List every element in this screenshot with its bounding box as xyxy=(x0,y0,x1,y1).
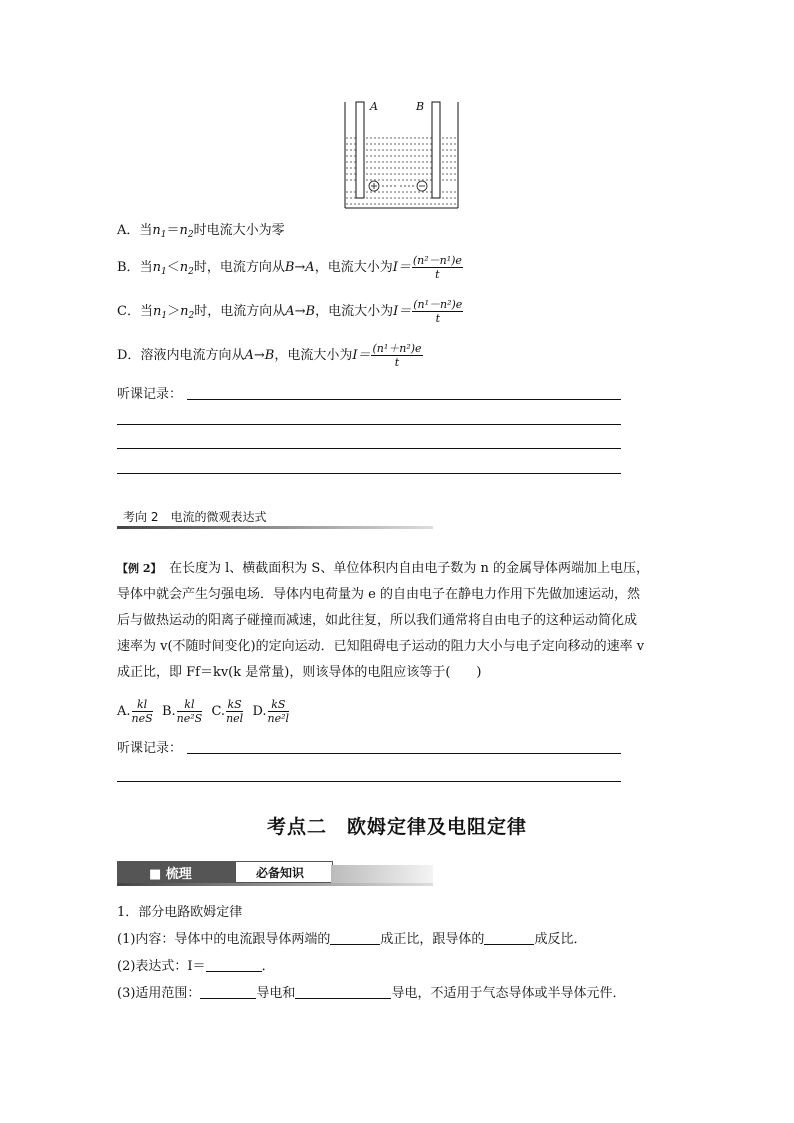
choice-numerator: kl xyxy=(177,698,203,712)
n2-symbol: $n_2$ xyxy=(179,223,194,240)
notes-line[interactable] xyxy=(117,448,621,449)
electrolysis-figure xyxy=(340,100,465,212)
notes-label-1: 听课记录： xyxy=(117,387,183,402)
electrode-b-label: B xyxy=(416,100,425,113)
choice-denominator: ne²l xyxy=(267,712,290,725)
option-b-direction-text: 时，电流方向从 xyxy=(193,260,285,275)
knowledge-item-1-1 xyxy=(117,930,586,950)
choice-denominator: nel xyxy=(226,712,244,725)
fill-blank[interactable] xyxy=(200,984,256,999)
item-1-1-mid: 成正比，跟导体的 xyxy=(380,932,485,947)
review-bar-right xyxy=(235,861,333,883)
option-b-text-before: 当 xyxy=(139,260,153,275)
knowledge-item-1-3 xyxy=(117,984,625,1004)
review-bar-left xyxy=(117,861,235,883)
choice-letter: D. xyxy=(252,704,267,719)
choice-d[interactable] xyxy=(252,698,290,725)
choice-b[interactable] xyxy=(161,698,203,725)
option-d-fraction xyxy=(371,342,422,369)
section-heading-bar xyxy=(117,506,433,528)
choice-letter: B. xyxy=(161,704,176,719)
option-c-lhs: I＝ xyxy=(393,304,412,319)
item-1-3-pre: (3)适用范围： xyxy=(117,986,201,1001)
example-line-5: 成正比，即 Ff＝kv(k 是常量)，则该导体的电阻应该等于( ) xyxy=(117,665,482,680)
electrolysis-diagram xyxy=(340,100,465,212)
option-a: A．当$n_1=n_2$时电流大小为零 xyxy=(117,223,285,240)
choice-denominator: ne²S xyxy=(176,712,203,725)
item-1-3-mid: 导电和 xyxy=(256,986,296,1001)
option-b-letter: B． xyxy=(117,260,140,275)
option-a-letter: A． xyxy=(117,223,140,238)
option-b-fraction xyxy=(412,254,463,281)
choice-numerator: kS xyxy=(227,698,242,711)
choice-a[interactable] xyxy=(117,698,154,725)
option-b-lhs: I＝ xyxy=(392,260,411,275)
n1-symbol: $n_1$ xyxy=(152,304,168,321)
option-d-from: A xyxy=(244,348,254,363)
n2-symbol: $n_2$ xyxy=(179,260,194,277)
notes-line[interactable] xyxy=(117,781,621,782)
option-c-letter: C． xyxy=(117,304,140,319)
option-c-fraction xyxy=(412,298,463,325)
review-bar-fade xyxy=(331,865,433,885)
example-line-1: 在长度为 l、横截面积为 S、单位体积内自由电子数为 n 的金属导体两端加上电压， xyxy=(169,561,649,576)
option-b-mid-text: ，电流大小为 xyxy=(314,260,393,275)
option-b-to: A xyxy=(305,260,315,275)
review-bar-underline xyxy=(117,883,433,886)
option-d-to: B xyxy=(264,348,275,363)
option-c-denominator: t xyxy=(435,312,440,325)
option-c-direction-text: 时，电流方向从 xyxy=(194,304,286,319)
choice-denominator: neS xyxy=(131,712,153,725)
n1-symbol: $n_1$ xyxy=(152,260,167,277)
choice-letter: C. xyxy=(211,704,226,719)
option-d-denominator: t xyxy=(394,356,400,369)
notes-line[interactable] xyxy=(117,473,621,474)
option-b-relation: ＜ xyxy=(166,260,180,275)
option-b-denominator: t xyxy=(435,268,440,281)
item-1-1-pre: (1)内容：导体中的电流跟导体两端的 xyxy=(117,932,331,947)
option-a-text-after: 时电流大小为零 xyxy=(193,223,285,238)
option-b-from: B xyxy=(284,260,295,275)
review-bar-right-label: 必备知识 xyxy=(256,866,305,880)
fill-blank[interactable] xyxy=(295,984,391,999)
fill-blank[interactable] xyxy=(206,957,262,972)
option-b xyxy=(117,254,464,286)
option-d-numerator: (n¹＋n²)e xyxy=(372,342,422,355)
choice-c[interactable] xyxy=(211,698,244,725)
arrow-icon: → xyxy=(294,260,306,275)
choice-numerator: kl xyxy=(132,698,153,712)
option-c-text-before: 当 xyxy=(139,304,153,319)
example-2 xyxy=(117,556,677,686)
option-d-mid-text: ，电流大小为 xyxy=(274,348,353,363)
n1-symbol: $n_1$ xyxy=(152,223,167,240)
choice-letter: A. xyxy=(117,704,131,719)
notes-line[interactable] xyxy=(187,753,621,754)
example-tag: 【例 2】 xyxy=(117,562,156,575)
option-c-numerator: (n¹－n²)e xyxy=(413,298,463,311)
knowledge-item-1: 1．部分电路欧姆定律 xyxy=(117,905,243,920)
option-c-from: A xyxy=(285,304,295,319)
example-line-2: 导体中就会产生匀强电场．导体内电荷量为 e 的自由电子在静电力作用下先做加速运动，然 xyxy=(117,587,640,602)
arrow-icon: → xyxy=(253,348,265,363)
notes-line[interactable] xyxy=(117,424,621,425)
notes-line[interactable] xyxy=(187,399,621,400)
option-c xyxy=(117,298,464,330)
electrode-a-label: A xyxy=(370,100,378,113)
chapter-title: 考点二 欧姆定律及电阻定律 xyxy=(266,816,527,838)
example-line-4: 速率为 v(不随时间变化)的定向运动．已知阻碍电子运动的阻力大小与电子定向移动的速率 v xyxy=(117,639,645,654)
fill-blank[interactable] xyxy=(330,930,380,945)
option-c-mid-text: ，电流大小为 xyxy=(315,304,394,319)
example-line-3: 后与做热运动的阳离子碰撞而减速，如此往复，所以我们通常将自由电子的这种运动简化成 xyxy=(117,613,638,628)
option-b-numerator: (n²－n¹)e xyxy=(412,254,462,267)
arrow-icon: → xyxy=(294,304,306,319)
option-c-to: B xyxy=(305,304,316,319)
option-c-relation: ＞ xyxy=(167,304,181,319)
section-heading-title: 考向 2 电流的微观表达式 xyxy=(123,510,267,524)
option-d-letter: D． xyxy=(117,348,141,363)
item-1-3-post: 导电，不适用于气态导体或半导体元件． xyxy=(391,986,626,1001)
item-1-2-pre: (2)表达式：I＝ xyxy=(117,959,206,974)
item-1-2-post: ． xyxy=(261,959,275,974)
option-d-lhs: I＝ xyxy=(352,348,371,363)
example-choices xyxy=(117,697,290,727)
item-1-1-post: 成反比． xyxy=(534,932,587,947)
notes-label-2: 听课记录： xyxy=(117,741,183,756)
review-bar-left-label: ■ 梳理 xyxy=(149,867,192,882)
option-a-text-before: 当 xyxy=(139,223,153,238)
option-d xyxy=(117,342,424,370)
n2-symbol: $n_2$ xyxy=(180,304,195,321)
option-d-text: 溶液内电流方向从 xyxy=(140,348,245,363)
review-bar xyxy=(117,861,433,885)
section-heading-underline xyxy=(117,526,433,529)
choice-numerator: kS xyxy=(268,698,290,712)
knowledge-item-1-2 xyxy=(117,957,275,977)
fill-blank[interactable] xyxy=(484,930,534,945)
